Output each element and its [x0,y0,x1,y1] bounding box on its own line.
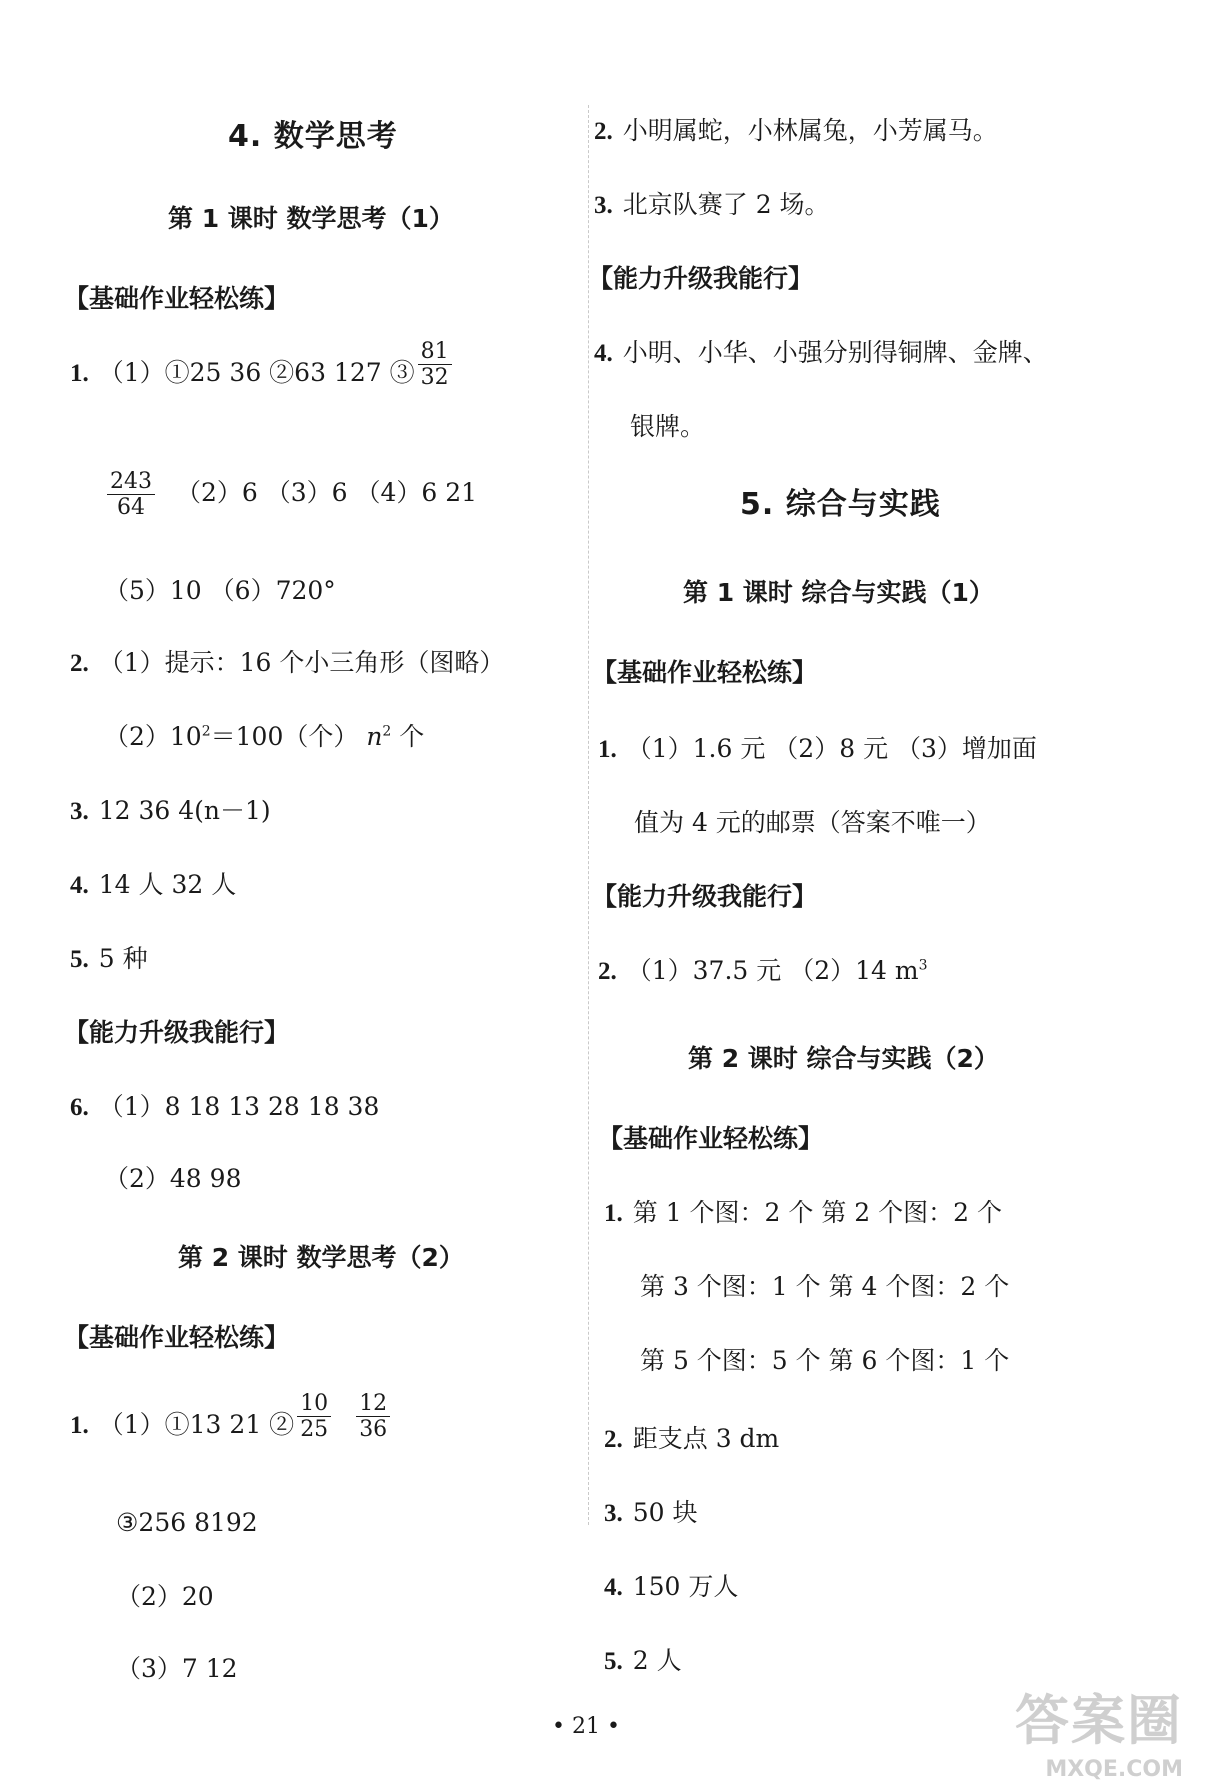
r-l2-q1-line1 [604,1200,1002,1226]
answer-text: 第 1 个图：2 个 第 2 个图：2 个 [632,1198,1003,1227]
answer-text: 150 万人 [632,1572,739,1601]
basic-practice-heading: 【基础作业轻松练】 [592,658,818,687]
l1-q1-line1 [70,339,455,391]
r-q4-line1 [594,340,1048,366]
l1-q1-line2 [104,470,477,519]
question-number: 2. [594,118,613,145]
superscript: 3 [918,957,928,974]
answer-text: 个 [391,722,425,751]
l1-q2-line2 [104,724,424,749]
fraction [107,470,155,519]
denominator: 32 [420,365,449,391]
watermark-text: 答案圈 [1015,1689,1183,1752]
question-number: 2. [70,650,89,677]
basic-practice-heading: 【基础作业轻松练】 [64,1323,290,1352]
question-number: 5. [604,1648,623,1675]
numerator: 12 [356,1392,390,1417]
question-number: 3. [604,1500,623,1527]
superscript: 2 [382,723,392,740]
answer-text: （1）提示：16 个小三角形（图略） [98,648,505,677]
answer-text: 北京队赛了 2 场。 [622,190,830,219]
question-number: 2. [598,958,617,985]
ability-heading: 【能力升级我能行】 [588,264,814,293]
question-number: 1. [598,736,617,763]
r-l1-q2 [598,958,928,984]
l1-q3 [70,798,271,824]
numerator: 81 [418,340,452,365]
question-number: 4. [594,340,613,367]
answer-text: 14 人 32 人 [98,870,237,899]
l2-q1-line4: （3）7 12 [116,1654,238,1683]
question-number: 1. [70,1412,89,1440]
question-number: 6. [70,1094,89,1121]
fraction [418,340,452,389]
lesson-2-title: 第 2 课时 数学思考（2） [178,1243,464,1272]
ability-heading: 【能力升级我能行】 [64,1018,290,1047]
answer-text: （1）1.6 元 （2）8 元 （3）增加面 [626,734,1037,763]
question-number: 1. [604,1200,623,1227]
answer-text: ＝100（个） [210,722,367,751]
answer-text: （1）8 18 13 28 18 38 [98,1092,380,1121]
answer-text: （1）37.5 元 （2）14 m [626,956,919,985]
page-number: • 21 • [552,1714,620,1739]
r-l1-q1-line2: 值为 4 元的邮票（答案不唯一） [634,808,991,837]
answer-text: 2 人 [632,1646,682,1675]
column-divider [588,105,589,1525]
superscript: 2 [201,723,211,740]
r-l1-q1-line1 [598,736,1037,762]
l1-q5 [70,946,148,972]
answer-text: 5 种 [98,944,148,973]
r-lesson-2-title: 第 2 课时 综合与实践（2） [688,1044,999,1073]
question-number: 4. [604,1574,623,1601]
r-q3 [594,192,830,218]
question-number: 1. [70,360,89,388]
variable-n: n [366,722,383,751]
numerator: 243 [107,470,155,495]
answer-text: （1）①25 36 ②63 127 ③ [98,358,415,388]
l2-q1-line1 [70,1391,393,1443]
question-number: 2. [604,1426,623,1453]
ability-heading: 【能力升级我能行】 [592,882,818,911]
l2-q1-line2: ③256 8192 [116,1508,258,1537]
question-number: 3. [70,798,89,825]
r-l2-q4 [604,1574,738,1600]
denominator: 36 [359,1417,388,1443]
basic-practice-heading: 【基础作业轻松练】 [64,284,290,313]
r-q2 [594,118,998,144]
l1-q2-line1 [70,650,504,676]
l2-q1-line3: （2）20 [116,1582,214,1611]
l1-q1-line3: （5）10 （6）720° [104,576,336,605]
lesson-1-title: 第 1 课时 数学思考（1） [168,204,454,233]
denominator: 64 [117,495,145,521]
numerator: 10 [297,1392,331,1417]
question-number: 4. [70,872,89,899]
r-l2-q1-line2: 第 3 个图：1 个 第 4 个图：2 个 [640,1272,1010,1301]
l1-q4 [70,872,236,898]
chapter-5-title: 5. 综合与实践 [740,487,941,522]
fraction [297,1392,331,1441]
answer-text: 50 块 [632,1498,698,1527]
watermark-logo [1015,1678,1183,1782]
r-lesson-1-title: 第 1 课时 综合与实践（1） [683,578,994,607]
answer-text: 距支点 3 dm [632,1424,780,1453]
answer-text: 小明属蛇，小林属兔，小芳属马。 [622,116,998,145]
answer-text: （2）10 [104,722,202,751]
answer-text: 小明、小华、小强分别得铜牌、金牌、 [622,338,1048,367]
watermark-url: MXQE.COM [1045,1757,1183,1782]
l1-q6-line1 [70,1094,379,1120]
denominator: 25 [300,1417,329,1443]
r-l2-q5 [604,1648,682,1674]
fraction [356,1392,390,1441]
basic-practice-heading: 【基础作业轻松练】 [598,1124,824,1153]
r-l2-q3 [604,1500,698,1526]
chapter-4-title: 4. 数学思考 [228,119,398,154]
question-number: 5. [70,946,89,973]
question-number: 3. [594,192,613,219]
r-l2-q2 [604,1426,779,1452]
answer-text: （2）6 （3）6 （4）6 21 [175,478,478,508]
answer-text: 12 36 4(n－1) [98,796,271,825]
answer-text: （1）①13 21 ② [98,1410,295,1440]
r-l2-q1-line3: 第 5 个图：5 个 第 6 个图：1 个 [640,1346,1010,1375]
l1-q6-line2: （2）48 98 [104,1164,242,1193]
r-q4-line2: 银牌。 [630,412,706,441]
